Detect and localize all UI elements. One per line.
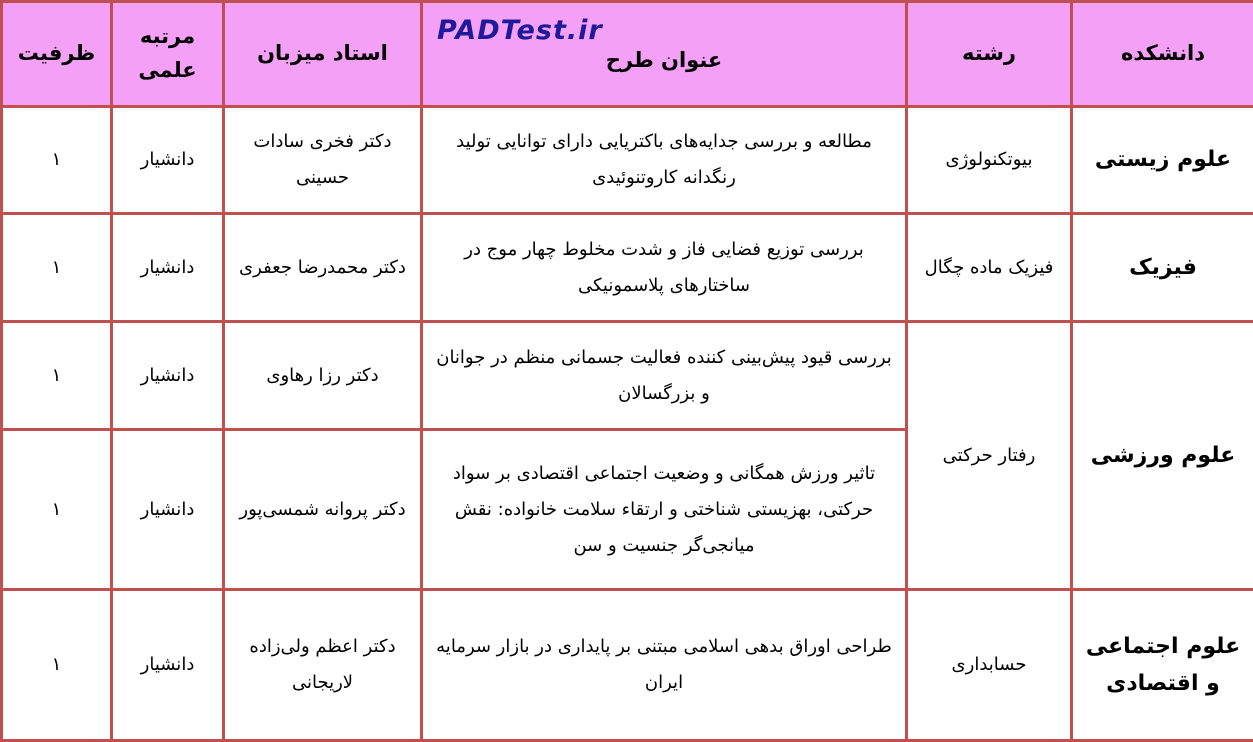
faculty-cell: علوم زیستی xyxy=(1072,107,1253,214)
supervisor-cell: دکتر اعظم ولی‌زاده لاریجانی xyxy=(224,590,422,741)
supervisor-cell: دکتر فخری سادات حسینی xyxy=(224,107,422,214)
rank-cell: دانشیار xyxy=(112,107,224,214)
header-field: رشته xyxy=(907,2,1072,107)
capacity-cell: ۱ xyxy=(2,214,112,322)
table-row xyxy=(2,107,1253,214)
capacity-cell: ۱ xyxy=(2,430,112,590)
supervisor-cell: دکتر رزا رهاوی xyxy=(224,322,422,430)
title-cell: تاثیر ورزش همگانی و وضعیت اجتماعی اقتصادی بر سواد حرکتی، بهزیستی شناختی و ارتقاء سلامت خانواده: نقش میانجی‌گر جنسیت و سن xyxy=(422,430,907,590)
watermark-logo: PADTest.ir xyxy=(437,9,603,52)
header-rank: مرتبه علمی xyxy=(112,2,224,107)
title-cell: مطالعه و بررسی جدایه‌های باکتریایی دارای توانایی تولید رنگدانه کاروتنوئیدی xyxy=(422,107,907,214)
field-cell: بیوتکنولوژی xyxy=(907,107,1072,214)
header-faculty: دانشکده xyxy=(1072,2,1253,107)
rank-cell: دانشیار xyxy=(112,590,224,741)
title-cell: طراحی اوراق بدهی اسلامی مبتنی بر پایداری در بازار سرمایه ایران xyxy=(422,590,907,741)
title-cell: بررسی توزیع فضایی فاز و شدت مخلوط چهار موج در ساختارهای پلاسمونیکی xyxy=(422,214,907,322)
rank-cell: دانشیار xyxy=(112,430,224,590)
rank-cell: دانشیار xyxy=(112,322,224,430)
title-cell: بررسی قیود پیش‌بینی کننده فعالیت جسمانی منظم در جوانان و بزرگسالان xyxy=(422,322,907,430)
rank-cell: دانشیار xyxy=(112,214,224,322)
supervisor-cell: دکتر محمدرضا جعفری xyxy=(224,214,422,322)
header-supervisor: استاد میزبان xyxy=(224,2,422,107)
table-row xyxy=(2,322,1253,430)
field-cell: فیزیک ماده چگال xyxy=(907,214,1072,322)
field-cell: رفتار حرکتی xyxy=(907,322,1072,590)
faculty-cell: علوم اجتماعی و اقتصادی xyxy=(1072,590,1253,741)
capacity-cell: ۱ xyxy=(2,590,112,741)
capacity-cell: ۱ xyxy=(2,322,112,430)
supervisor-cell: دکتر پروانه شمسی‌پور xyxy=(224,430,422,590)
table-row xyxy=(2,214,1253,322)
field-cell: حسابداری xyxy=(907,590,1072,741)
header-title-label: عنوان طرح xyxy=(431,44,897,78)
capacity-cell: ۱ xyxy=(2,107,112,214)
faculty-cell: علوم ورزشی xyxy=(1072,322,1253,590)
table-row xyxy=(2,590,1253,741)
faculty-cell: فیزیک xyxy=(1072,214,1253,322)
header-capacity: ظرفیت xyxy=(2,2,112,107)
header-row xyxy=(2,2,1253,107)
header-title xyxy=(422,2,907,107)
